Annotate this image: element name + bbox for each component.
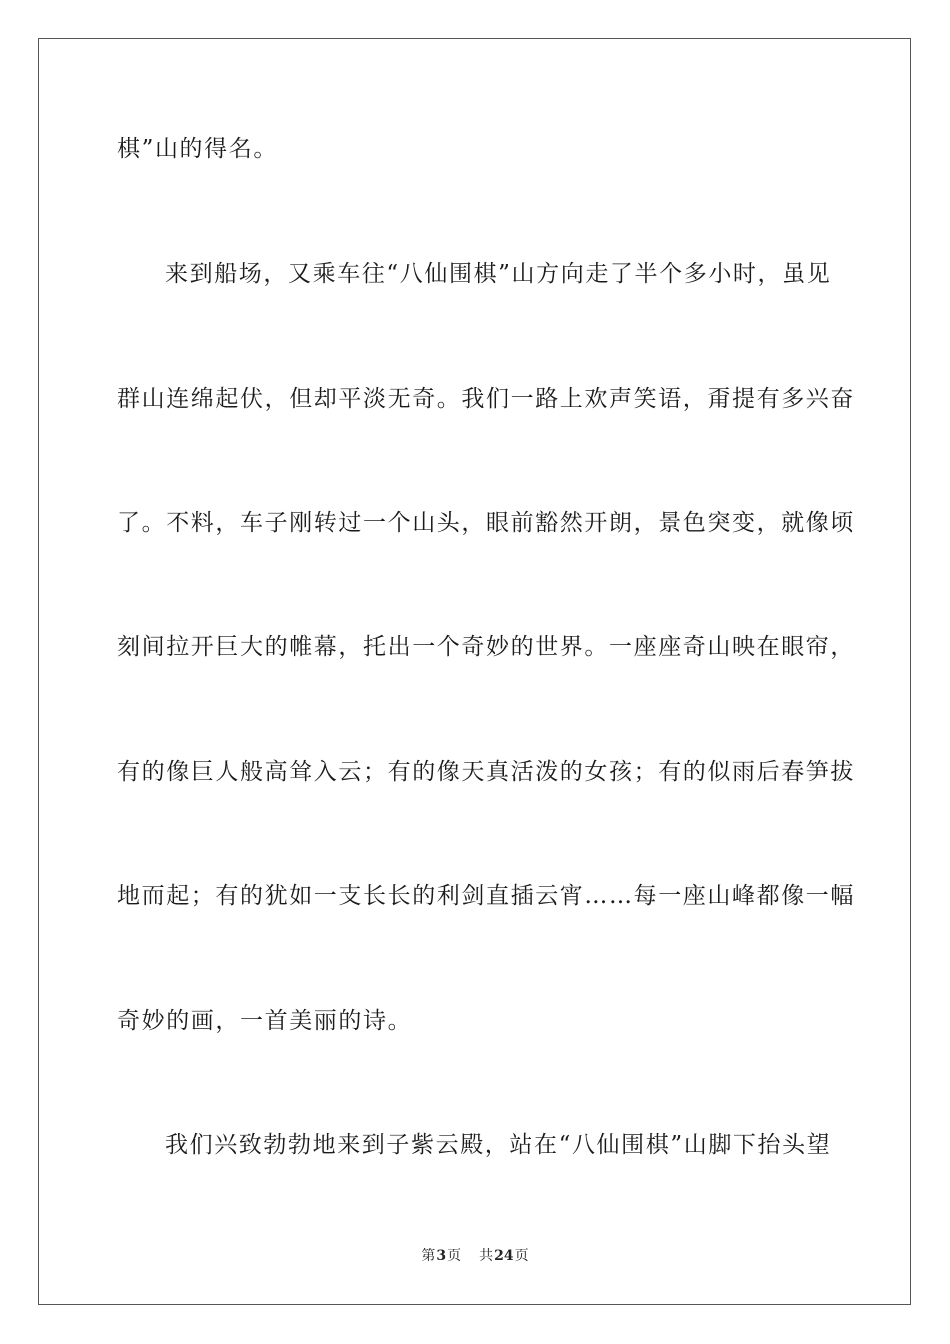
footer-page-prefix: 第 bbox=[421, 1248, 436, 1264]
page-footer bbox=[0, 1247, 950, 1265]
footer-page-suffix: 页 bbox=[447, 1248, 462, 1264]
page-border bbox=[38, 38, 911, 1305]
text-line-4: 了。不料，车子刚转过一个山头，眼前豁然开朗，景色突变，就像顷 bbox=[117, 510, 855, 536]
footer-total-suffix: 页 bbox=[514, 1248, 529, 1264]
text-line-9: 我们兴致勃勃地来到子紫云殿，站在“八仙围棋”山脚下抬头望 bbox=[165, 1132, 832, 1158]
text-line-5: 刻间拉开巨大的帷幕，托出一个奇妙的世界。一座座奇山映在眼帘， bbox=[117, 634, 855, 660]
footer-page-number: 3 bbox=[436, 1248, 447, 1264]
footer-total-prefix: 共 bbox=[479, 1248, 494, 1264]
text-line-6: 有的像巨人般高耸入云；有的像天真活泼的女孩；有的似雨后春笋拔 bbox=[117, 759, 855, 785]
text-line-3: 群山连绵起伏，但却平淡无奇。我们一路上欢声笑语，甭提有多兴奋 bbox=[117, 386, 855, 412]
text-line-2: 来到船场，又乘车往“八仙围棋”山方向走了半个多小时，虽见 bbox=[165, 261, 832, 287]
text-line-7: 地而起；有的犹如一支长长的利剑直插云宵……每一座山峰都像一幅 bbox=[117, 883, 855, 909]
text-line-1: 棋”山的得名。 bbox=[117, 136, 278, 162]
text-line-8: 奇妙的画，一首美丽的诗。 bbox=[117, 1008, 413, 1034]
footer-total-pages: 24 bbox=[494, 1248, 514, 1264]
